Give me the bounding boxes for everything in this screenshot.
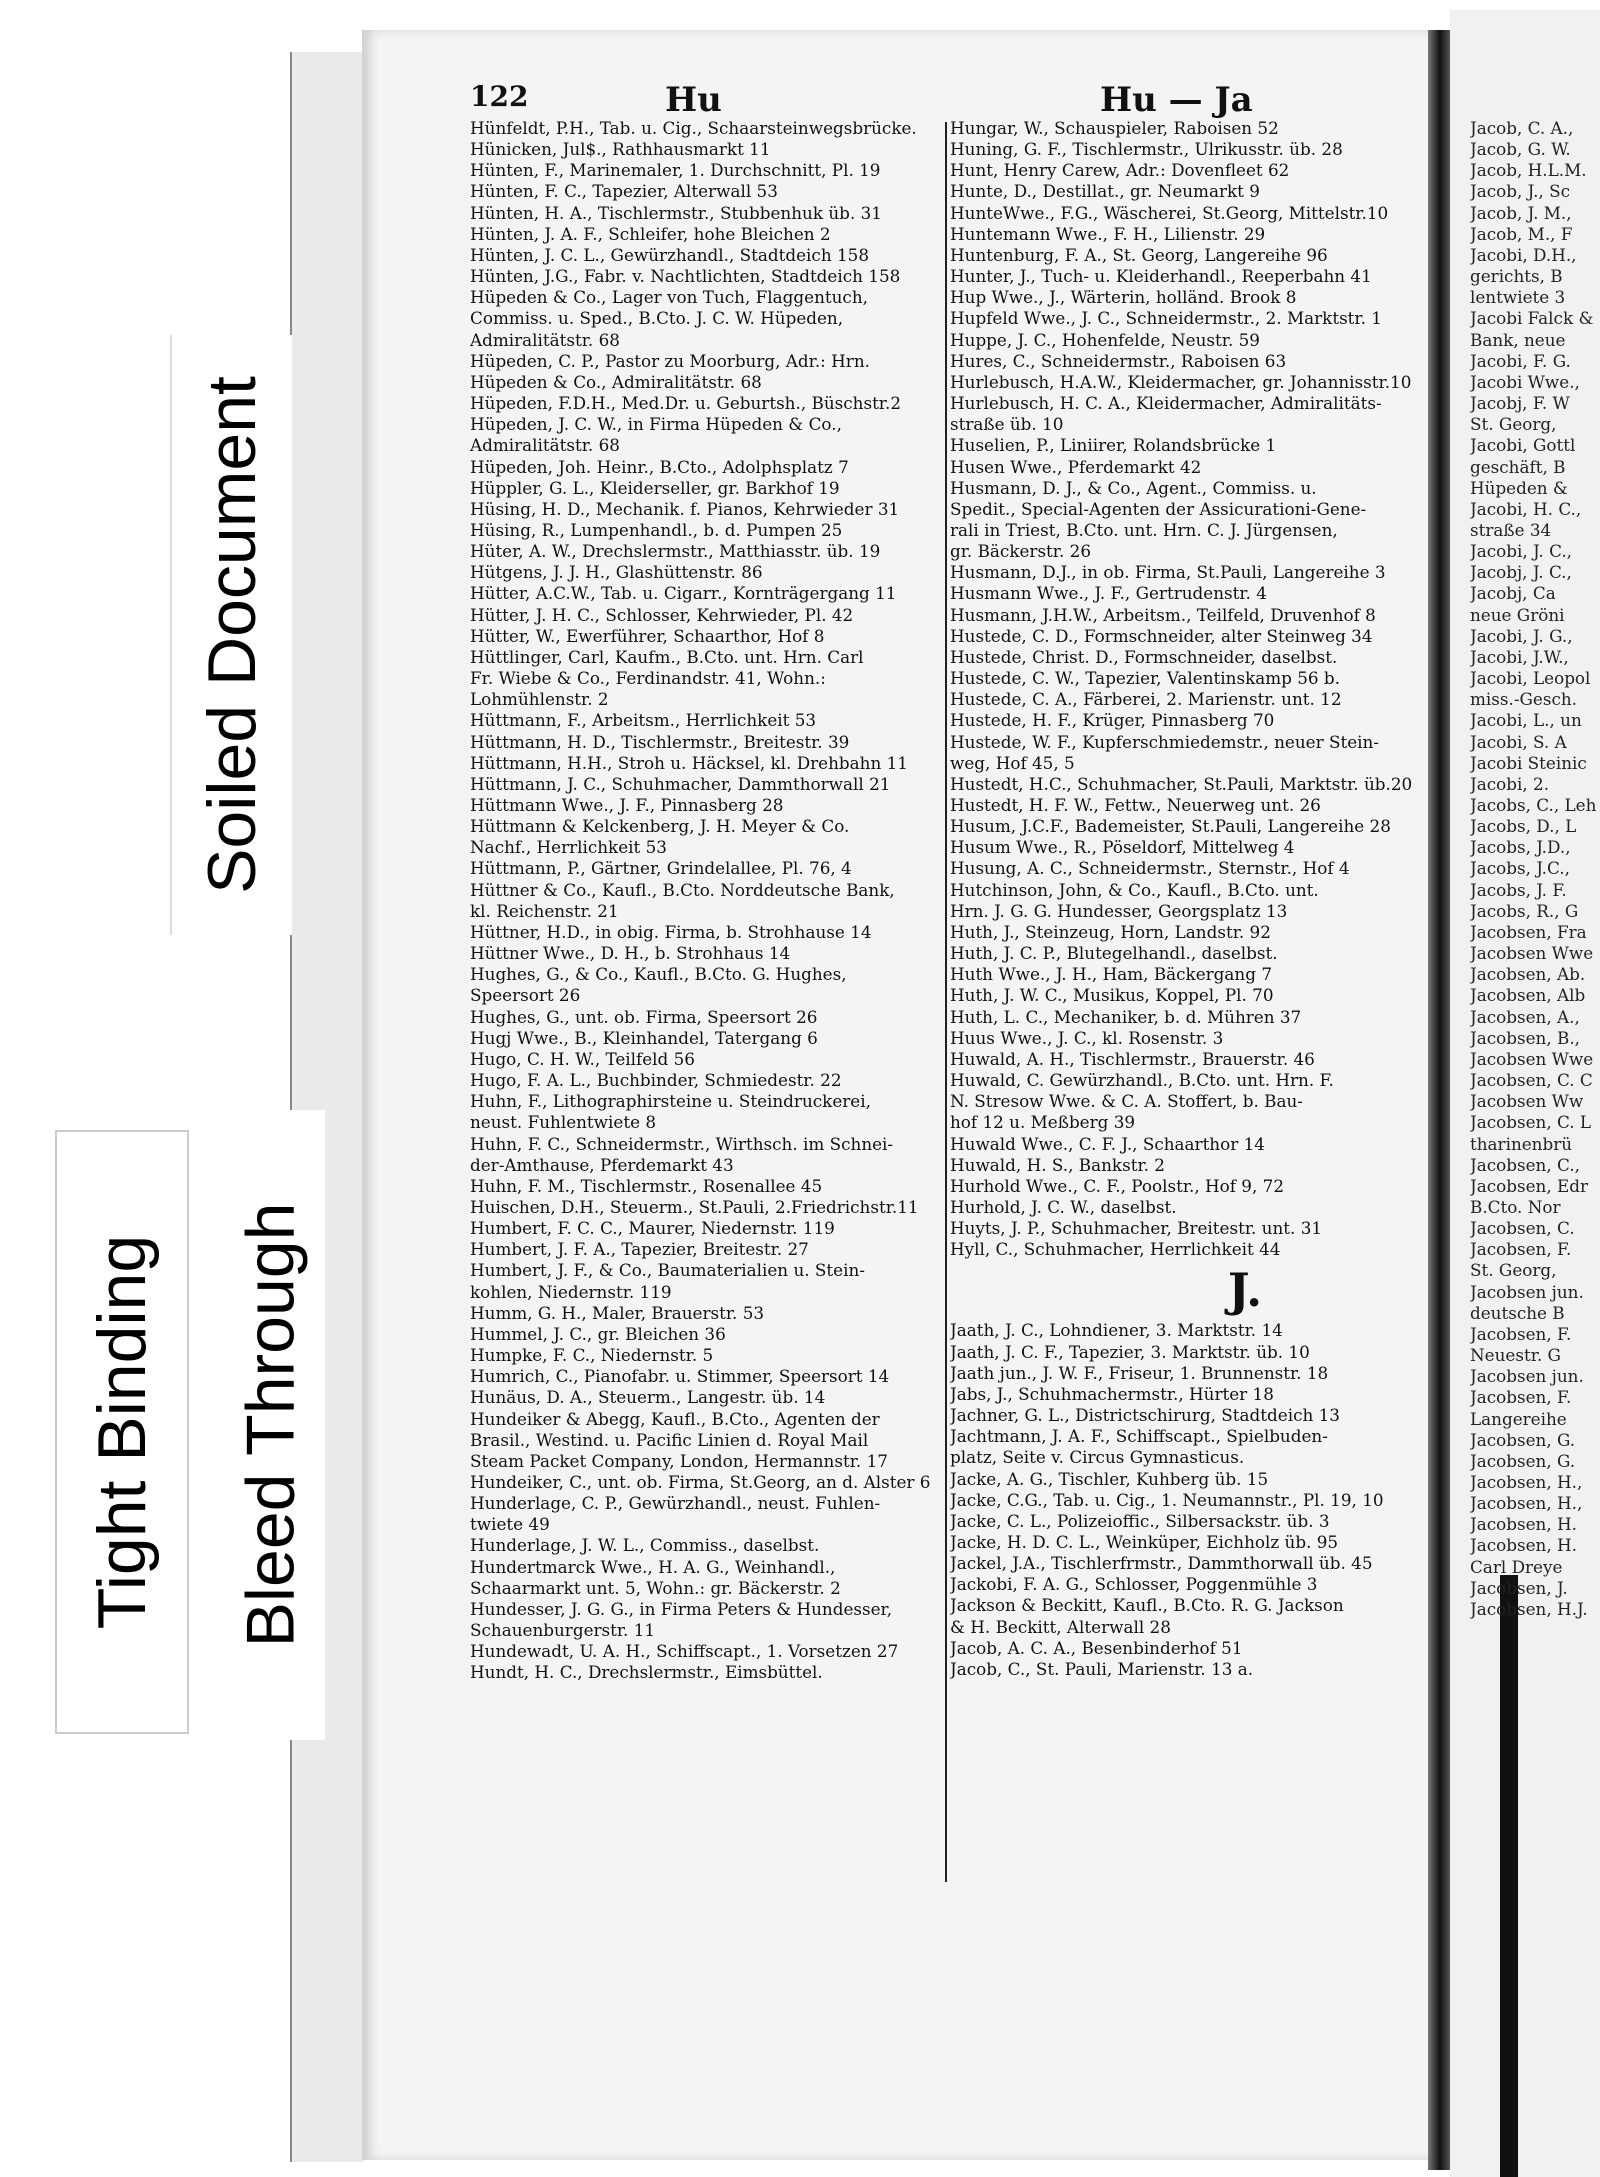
- directory-entry: Jacobsen, C.: [1470, 1218, 1575, 1239]
- directory-entry: Humpke, F. C., Niedernstr. 5: [470, 1345, 714, 1366]
- directory-entry: Speersort 26: [470, 985, 581, 1006]
- directory-entry: Hupfeld Wwe., J. C., Schneidermstr., 2. Marktstr. 1: [950, 308, 1382, 329]
- directory-entry: Neuestr. G: [1470, 1345, 1561, 1366]
- directory-entry: Hüpeden &: [1470, 477, 1568, 498]
- left-column: [470, 118, 946, 1684]
- directory-entry: Husmann, J.H.W., Arbeitsm., Teilfeld, Druvenhof 8: [950, 604, 1376, 625]
- directory-entry: Huselien, P., Liniirer, Rolandsbrücke 1: [950, 435, 1277, 456]
- directory-entry: Hughes, G., unt. ob. Firma, Speersort 26: [470, 1006, 818, 1027]
- directory-entry: neue Gröni: [1470, 604, 1565, 625]
- directory-entry: Jacobi Wwe.,: [1470, 371, 1580, 392]
- directory-entry: deutsche B: [1470, 1302, 1565, 1323]
- directory-entry: Hütgens, J. J. H., Glashüttenstr. 86: [470, 562, 763, 583]
- directory-entry: Jachtmann, J. A. F., Schiffscapt., Spielbuden-: [950, 1426, 1328, 1447]
- directory-entry: Hundeiker & Abegg, Kaufl., B.Cto., Agenten der: [470, 1408, 880, 1429]
- directory-entry: Humbert, F. C. C., Maurer, Niedernstr. 119: [470, 1218, 835, 1239]
- directory-entry: Huning, G. F., Tischlermstr., Ulrikusstr. üb. 28: [950, 139, 1343, 160]
- directory-entry: Jacobi, Leopol: [1470, 668, 1591, 689]
- directory-entry: Huus Wwe., J. C., kl. Rosenstr. 3: [950, 1027, 1224, 1048]
- directory-entry: Jachner, G. L., Districtschirurg, Stadtdeich 13: [950, 1405, 1340, 1426]
- directory-entry: geschäft, B: [1470, 456, 1566, 477]
- directory-entry: Jacobsen, C. L: [1470, 1112, 1592, 1133]
- directory-entry: Admiralitätstr. 68: [470, 329, 620, 350]
- directory-entry: Jaath, J. C. F., Tapezier, 3. Marktstr. üb. 10: [950, 1341, 1310, 1362]
- directory-entry: Hustedt, H.C., Schuhmacher, St.Pauli, Marktstr. üb.20: [950, 773, 1413, 794]
- directory-entry: Hüpeden, Joh. Heinr., B.Cto., Adolphsplatz 7: [470, 456, 849, 477]
- directory-entry: Jacobsen, H.,: [1470, 1472, 1583, 1492]
- directory-entry: Husum Wwe., R., Pöseldorf, Mittelweg 4: [950, 837, 1295, 858]
- directory-entry: Jacob, H.L.M.: [1470, 160, 1587, 181]
- directory-entry: Jackobi, F. A. G., Schlosser, Poggenmühle 3: [950, 1574, 1318, 1595]
- directory-entry: Jacobsen, H.,: [1470, 1493, 1583, 1514]
- directory-entry: Jacobi, J.W.,: [1470, 646, 1569, 667]
- directory-entry: Hüttmann, J. C., Schuhmacher, Dammthorwall 21: [470, 773, 891, 794]
- directory-entry: Hunte, D., Destillat., gr. Neumarkt 9: [950, 181, 1260, 202]
- directory-entry: Jacobsen, B.,: [1470, 1027, 1580, 1048]
- directory-entry: Jacobi, J. C.,: [1470, 541, 1573, 562]
- directory-entry: Hunderlage, C. P., Gewürzhandl., neust. Fuhlen-: [470, 1493, 881, 1514]
- directory-entry: Jacob, M., F: [1470, 223, 1573, 244]
- directory-entry: Hustede, C. A., Färberei, 2. Marienstr. unt. 12: [950, 689, 1342, 710]
- directory-entry: Steam Packet Company, London, Hermannstr. 17: [470, 1450, 888, 1471]
- directory-entry: Huntemann Wwe., F. H., Lilienstr. 29: [950, 223, 1266, 244]
- page-number: 122: [470, 80, 529, 113]
- page-edge: [290, 52, 364, 2162]
- directory-entry: gerichts, B: [1470, 266, 1563, 287]
- directory-entry: Hunter, J., Tuch- u. Kleiderhandl., Reeperbahn 41: [950, 266, 1372, 287]
- directory-entry: Hüttner & Co., Kaufl., B.Cto. Norddeutsche Bank,: [470, 879, 895, 900]
- directory-entry: Brasil., Westind. u. Pacific Linien d. Royal Mail: [470, 1429, 869, 1450]
- directory-entry: Huntenburg, F. A., St. Georg, Langereihe 96: [950, 244, 1328, 265]
- directory-entry: Lohmühlenstr. 2: [470, 689, 609, 710]
- directory-entry: Jacob, J., Sc: [1470, 181, 1570, 202]
- directory-entry: platz, Seite v. Circus Gymnasticus.: [950, 1447, 1245, 1468]
- soiled-document-text: Soiled Document: [194, 376, 270, 894]
- directory-entry: Jacobj, F. W: [1470, 393, 1570, 414]
- directory-entry: Huwald, C. Gewürzhandl., B.Cto. unt. Hrn. F.: [950, 1070, 1334, 1091]
- directory-entry: Hugo, C. H. W., Teilfeld 56: [470, 1048, 695, 1069]
- tight-binding-text: Tight Binding: [84, 1234, 161, 1630]
- directory-entry: Jacobs, J. F.: [1470, 879, 1567, 900]
- directory-entry: St. Georg,: [1470, 414, 1557, 435]
- directory-entry: Hyll, C., Schuhmacher, Herrlichkeit 44: [950, 1239, 1281, 1260]
- directory-entry: Jacob, C. A.,: [1470, 118, 1574, 138]
- directory-entry: Hüttlinger, Carl, Kaufm., B.Cto. unt. Hrn. Carl: [470, 646, 864, 667]
- directory-entry: Hüttmann, H. D., Tischlermstr., Breitestr. 39: [470, 731, 850, 752]
- directory-entry: straße 34: [1470, 519, 1552, 540]
- directory-entry: Jacobsen, H.J.: [1470, 1598, 1588, 1619]
- directory-entry: Hüsing, H. D., Mechanik. f. Pianos, Kehrwieder 31: [470, 498, 900, 519]
- directory-entry: Jackel, J.A., Tischlerfrmstr., Dammthorwall üb. 45: [950, 1553, 1373, 1574]
- directory-entry: St. Georg,: [1470, 1260, 1557, 1281]
- directory-entry: Huth, J., Steinzeug, Horn, Landstr. 92: [950, 921, 1271, 942]
- directory-entry: lentwiete 3: [1470, 287, 1566, 308]
- directory-entry: Hüttmann, P., Gärtner, Grindelallee, Pl. 76, 4: [470, 858, 852, 879]
- section-letter: J.: [1227, 1263, 1263, 1318]
- right-edge-shadow: [1500, 1575, 1518, 2177]
- directory-entry: Jacke, H. D. C. L., Weinküper, Eichholz üb. 95: [950, 1532, 1339, 1552]
- directory-entry: Jacobi, D.H.,: [1470, 244, 1577, 265]
- directory-entry: Hundertmarck Wwe., H. A. G., Weinhandl.,: [470, 1556, 836, 1577]
- directory-entry: Jacob, A. C. A., Besenbinderhof 51: [950, 1637, 1243, 1658]
- next-page-column: [1470, 118, 1600, 1620]
- directory-entry: Hurlebusch, H. C. A., Kleidermacher, Admiralitäts-: [950, 393, 1382, 414]
- directory-entry: Hüpeden, J. C. W., in Firma Hüpeden & Co.,: [470, 414, 842, 435]
- directory-entry: Jacke, C. L., Polizeioffic., Silbersackstr. üb. 3: [950, 1510, 1330, 1531]
- directory-entry: Jabs, J., Schuhmachermstr., Hürter 18: [950, 1383, 1274, 1404]
- directory-entry: Jacobsen, H.: [1470, 1514, 1577, 1535]
- directory-entry: Hurhold Wwe., C. F., Poolstr., Hof 9, 72: [950, 1175, 1285, 1196]
- directory-entry: Jacobi, F. G.: [1470, 350, 1571, 371]
- directory-entry: Husen Wwe., Pferdemarkt 42: [950, 456, 1202, 477]
- directory-entry: Humrich, C., Pianofabr. u. Stimmer, Speersort 14: [470, 1366, 890, 1387]
- directory-entry: Hugj Wwe., B., Kleinhandel, Tatergang 6: [470, 1027, 818, 1048]
- directory-entry: Huth, J. C. P., Blutegelhandl., daselbst.: [950, 943, 1278, 964]
- directory-entry: Hunderlage, J. W. L., Commiss., daselbst.: [470, 1535, 820, 1556]
- directory-entry: B.Cto. Nor: [1470, 1196, 1561, 1217]
- directory-entry: Jacobs, J.C.,: [1470, 858, 1570, 879]
- directory-entry: Jacobsen Ww: [1470, 1091, 1584, 1112]
- directory-entry: Husung, A. C., Schneidermstr., Sternstr., Hof 4: [950, 858, 1350, 879]
- directory-entry: Jacobs, J.D.,: [1470, 837, 1571, 858]
- directory-entry: Langereihe: [1470, 1408, 1567, 1429]
- directory-entry: Hüpeden, C. P., Pastor zu Moorburg, Adr.: Hrn.: [470, 350, 870, 371]
- directory-entry: Jacobsen jun.: [1470, 1281, 1584, 1302]
- directory-entry: Jaath jun., J. W. F., Friseur, 1. Brunnenstr. 18: [950, 1362, 1329, 1383]
- directory-entry: kohlen, Niedernstr. 119: [470, 1281, 672, 1302]
- directory-entry: Jaath, J. C., Lohndiener, 3. Marktstr. 14: [950, 1320, 1283, 1341]
- directory-entry: gr. Bäckerstr. 26: [950, 541, 1091, 562]
- directory-entry: Jacob, C., St. Pauli, Marienstr. 13 a.: [950, 1658, 1254, 1679]
- directory-entry: Hüppler, G. L., Kleiderseller, gr. Barkhof 19: [470, 477, 840, 498]
- directory-entry: Hundesser, J. G. G., in Firma Peters & Hundesser,: [470, 1598, 893, 1619]
- directory-entry: Husmann, D.J., in ob. Firma, St.Pauli, Langereihe 3: [950, 562, 1386, 583]
- directory-entry: Hustede, H. F., Krüger, Pinnasberg 70: [950, 710, 1275, 731]
- directory-entry: Hunt, Henry Carew, Adr.: Dovenfleet 62: [950, 160, 1290, 181]
- directory-entry: Hurlebusch, H.A.W., Kleidermacher, gr. Johannisstr.10: [950, 371, 1412, 392]
- directory-entry: Huppe, J. C., Hohenfelde, Neustr. 59: [950, 329, 1260, 350]
- directory-entry: Jacobsen Wwe: [1470, 1048, 1594, 1069]
- directory-entry: Hüpeden & Co., Lager von Tuch, Flaggentuch,: [470, 287, 868, 308]
- directory-entry: Huth, L. C., Mechaniker, b. d. Mühren 37: [950, 1006, 1302, 1027]
- directory-entry: Hugo, F. A. L., Buchbinder, Schmiedestr. 22: [470, 1070, 842, 1091]
- directory-entry: Hütter, A.C.W., Tab. u. Cigarr., Kornträgergang 11: [470, 583, 897, 604]
- directory-entry: Humbert, J. F. A., Tapezier, Breitestr. 27: [470, 1239, 809, 1260]
- directory-entry: Jacobs, C., Leh: [1470, 795, 1597, 815]
- soiled-document-label: [170, 335, 292, 935]
- directory-entry: N. Stresow Wwe. & C. A. Stoffert, b. Bau-: [950, 1091, 1303, 1112]
- directory-entry: der-Amthause, Pferdemarkt 43: [470, 1154, 734, 1175]
- directory-entry: Jacobj, J. C.,: [1470, 562, 1572, 583]
- directory-entry: Jacobsen, C. C: [1470, 1070, 1593, 1091]
- directory-entry: Huwald, A. H., Tischlermstr., Brauerstr. 46: [950, 1048, 1315, 1069]
- directory-entry: Jacobsen, Alb: [1470, 985, 1586, 1006]
- directory-entry: Hünten, F., Marinemaler, 1. Durchschnitt, Pl. 19: [470, 160, 881, 181]
- directory-entry: Hünten, H. A., Tischlermstr., Stubbenhuk üb. 31: [470, 202, 882, 223]
- directory-entry: neust. Fuhlentwiete 8: [470, 1112, 657, 1133]
- directory-entry: Husmann Wwe., J. F., Gertrudenstr. 4: [950, 583, 1267, 604]
- directory-entry: Huhn, F., Lithographirsteine u. Steindruckerei,: [470, 1091, 871, 1112]
- directory-entry: Jacobsen, G.: [1470, 1429, 1576, 1450]
- directory-entry: Hundewadt, U. A. H., Schiffscapt., 1. Vorsetzen 27: [470, 1641, 899, 1662]
- directory-entry: Jacobsen, J.: [1470, 1577, 1568, 1598]
- directory-entry: Husmann, D. J., & Co., Agent., Commiss. u.: [950, 477, 1317, 498]
- directory-entry: Bank, neue: [1470, 329, 1566, 350]
- directory-entry: Jacke, C.G., Tab. u. Cig., 1. Neumannstr., Pl. 19, 10: [950, 1489, 1384, 1510]
- directory-entry: Schaarmarkt unt. 5, Wohn.: gr. Bäckerstr. 2: [470, 1577, 841, 1598]
- directory-entry: Hüttmann, H.H., Stroh u. Häcksel, kl. Drehbahn 11: [470, 752, 908, 773]
- directory-entry: Hüttmann Wwe., J. F., Pinnasberg 28: [470, 795, 784, 815]
- directory-entry: Hüttmann, F., Arbeitsm., Herrlichkeit 53: [470, 710, 817, 731]
- directory-entry: Jacobi, S. A: [1470, 731, 1567, 752]
- directory-entry: weg, Hof 45, 5: [950, 752, 1075, 773]
- directory-entry: Huischen, D.H., Steuerm., St.Pauli, 2.Friedrichstr.11: [470, 1196, 919, 1217]
- bleed-through-text: Bleed Through: [232, 1202, 309, 1648]
- directory-entry: Hummel, J. C., gr. Bleichen 36: [470, 1323, 726, 1344]
- directory-entry: Hünicken, Jul$., Rathhausmarkt 11: [470, 139, 771, 160]
- directory-entry: Hünfeldt, P.H., Tab. u. Cig., Schaarsteinwegsbrücke.: [470, 118, 917, 138]
- directory-entry: Jacobsen, G.: [1470, 1450, 1576, 1471]
- directory-entry: Hustede, C. W., Tapezier, Valentinskamp 56 b.: [950, 668, 1340, 689]
- directory-entry: Hütter, J. H. C., Schlosser, Kehrwieder, Pl. 42: [470, 604, 854, 625]
- directory-entry: Hüter, A. W., Drechslermstr., Matthiasstr. üb. 19: [470, 541, 881, 562]
- directory-entry: kl. Reichenstr. 21: [470, 900, 619, 921]
- directory-entry: Jacobsen, F.: [1470, 1239, 1572, 1260]
- directory-entry: Huwald, H. S., Bankstr. 2: [950, 1154, 1165, 1175]
- directory-entry: Jacobs, D., L: [1470, 816, 1577, 837]
- directory-entry: Humm, G. H., Maler, Brauerstr. 53: [470, 1302, 765, 1323]
- directory-entry: rali in Triest, B.Cto. unt. Hrn. C. J. Jürgensen,: [950, 519, 1338, 540]
- directory-entry: Admiralitätstr. 68: [470, 435, 620, 456]
- directory-entry: Jacobsen, F.: [1470, 1323, 1572, 1344]
- directory-entry: Jacobsen, Edr: [1470, 1175, 1589, 1196]
- column-divider: [945, 122, 947, 1882]
- directory-entry: Commiss. u. Sped., B.Cto. J. C. W. Hüpeden,: [470, 308, 844, 329]
- directory-entry: Hures, C., Schneidermstr., Raboisen 63: [950, 350, 1287, 371]
- directory-entry: Jacobi, H. C.,: [1470, 498, 1582, 519]
- directory-entry: Jacobi Steinic: [1470, 752, 1587, 773]
- tight-binding-label: [55, 1130, 189, 1734]
- directory-entry: Jacobsen Wwe: [1470, 943, 1594, 964]
- left-margin: [0, 0, 285, 2177]
- directory-entry: hof 12 u. Meßberg 39: [950, 1112, 1136, 1133]
- directory-entry: Fr. Wiebe & Co., Ferdinandstr. 41, Wohn.:: [470, 668, 826, 689]
- directory-entry: Jacke, A. G., Tischler, Kuhberg üb. 15: [950, 1468, 1269, 1489]
- directory-entry: & H. Beckitt, Alterwall 28: [950, 1616, 1171, 1637]
- directory-entry: Huth, J. W. C., Musikus, Koppel, Pl. 70: [950, 985, 1274, 1006]
- directory-entry: Jacobi Falck &: [1470, 308, 1594, 329]
- directory-entry: Jacobj, Ca: [1470, 583, 1556, 604]
- directory-entry: twiete 49: [470, 1514, 550, 1535]
- directory-entry: Jacobi, 2.: [1470, 773, 1550, 794]
- directory-entry: Hup Wwe., J., Wärterin, holländ. Brook 8: [950, 287, 1297, 308]
- directory-entry: Humbert, J. F., & Co., Baumaterialien u. Stein-: [470, 1260, 865, 1281]
- directory-entry: Huwald Wwe., C. F. J., Schaarthor 14: [950, 1133, 1265, 1154]
- directory-entry: Hüttner, H.D., in obig. Firma, b. Strohhause 14: [470, 921, 872, 942]
- directory-entry: Hungar, W., Schauspieler, Raboisen 52: [950, 118, 1279, 138]
- directory-entry: Hutchinson, John, & Co., Kaufl., B.Cto. unt.: [950, 879, 1319, 900]
- directory-entry: Hünten, F. C., Tapezier, Alterwall 53: [470, 181, 778, 202]
- directory-entry: Jackson & Beckitt, Kaufl., B.Cto. R. G. Jackson: [950, 1595, 1344, 1616]
- directory-entry: Carl Dreye: [1470, 1556, 1563, 1577]
- directory-entry: miss.-Gesch.: [1470, 689, 1577, 710]
- directory-entry: Hünten, J.G., Fabr. v. Nachtlichten, Stadtdeich 158: [470, 266, 901, 287]
- directory-entry: Hustede, Christ. D., Formschneider, daselbst.: [950, 646, 1338, 667]
- directory-entry: Hunäus, D. A., Steuerm., Langestr. üb. 14: [470, 1387, 826, 1408]
- directory-entry: Jacobsen, Fra: [1470, 921, 1587, 942]
- directory-entry: Jacobi, J. G.,: [1470, 625, 1573, 646]
- directory-entry: Hütter, W., Ewerführer, Schaarthor, Hof 8: [470, 625, 825, 646]
- directory-entry: Huhn, F. C., Schneidermstr., Wirthsch. im Schnei-: [470, 1133, 894, 1154]
- directory-entry: Huth Wwe., J. H., Ham, Bäckergang 7: [950, 964, 1272, 985]
- directory-entry: Jacobsen, F.: [1470, 1387, 1572, 1408]
- directory-entry: HunteWwe., F.G., Wäscherei, St.Georg, Mittelstr.10: [950, 202, 1389, 223]
- bleed-through-label: [215, 1110, 325, 1740]
- directory-entry: Jacobi, L., un: [1470, 710, 1582, 731]
- directory-entry: Jacobi, Gottl: [1470, 435, 1576, 456]
- running-head-right: Hu — Ja: [1100, 80, 1253, 120]
- directory-entry: Hrn. J. G. G. Hundesser, Georgsplatz 13: [950, 900, 1288, 921]
- directory-entry: Jacobs, R., G: [1470, 900, 1579, 921]
- directory-entry: Hustedt, H. F. W., Fettw., Neuerweg unt. 26: [950, 795, 1321, 815]
- directory-entry: straße üb. 10: [950, 414, 1064, 435]
- directory-entry: Jacobsen, A.,: [1470, 1006, 1580, 1027]
- directory-entry: Hüpeden & Co., Admiralitätstr. 68: [470, 371, 762, 392]
- directory-entry: Jacobsen, H.: [1470, 1535, 1577, 1556]
- directory-entry: Jacob, J. M.,: [1470, 202, 1572, 223]
- binding-gutter: [1428, 30, 1450, 2170]
- directory-entry: Hurhold, J. C. W., daselbst.: [950, 1196, 1177, 1217]
- directory-entry: tharinenbrü: [1470, 1133, 1573, 1154]
- directory-entry: Hundeiker, C., unt. ob. Firma, St.Georg, an d. Alster 6: [470, 1472, 931, 1492]
- directory-entry: Huyts, J. P., Schuhmacher, Breitestr. unt. 31: [950, 1218, 1323, 1239]
- directory-entry: Hughes, G., & Co., Kaufl., B.Cto. G. Hughes,: [470, 964, 847, 985]
- directory-entry: Husum, J.C.F., Bademeister, St.Pauli, Langereihe 28: [950, 816, 1391, 837]
- running-head-left: Hu: [665, 80, 722, 120]
- directory-entry: Hüttner Wwe., D. H., b. Strohhaus 14: [470, 943, 791, 964]
- directory-entry: Jacobsen jun.: [1470, 1366, 1584, 1387]
- directory-entry: Hüsing, R., Lumpenhandl., b. d. Pumpen 25: [470, 519, 843, 540]
- directory-entry: Hünten, J. A. F., Schleifer, hohe Bleichen 2: [470, 223, 831, 244]
- directory-entry: Jacobsen, Ab.: [1470, 964, 1586, 985]
- directory-entry: Hustede, C. D., Formschneider, alter Steinweg 34: [950, 625, 1373, 646]
- directory-entry: Hüttmann & Kelckenberg, J. H. Meyer & Co.: [470, 816, 850, 837]
- directory-entry: Schauenburgerstr. 11: [470, 1620, 656, 1641]
- directory-entry: Huhn, F. M., Tischlermstr., Rosenallee 45: [470, 1175, 823, 1196]
- directory-entry: Hüpeden, F.D.H., Med.Dr. u. Geburtsh., Büschstr.2: [470, 393, 901, 414]
- directory-entry: Hünten, J. C. L., Gewürzhandl., Stadtdeich 158: [470, 244, 869, 265]
- directory-entry: Jacobsen, C.,: [1470, 1154, 1580, 1175]
- directory-entry: Nachf., Herrlichkeit 53: [470, 837, 667, 858]
- directory-entry: Hundt, H. C., Drechslermstr., Eimsbüttel.: [470, 1662, 823, 1683]
- directory-entry: Hustede, W. F., Kupferschmiedemstr., neuer Stein-: [950, 731, 1379, 752]
- directory-entry: Jacob, G. W.: [1470, 139, 1571, 160]
- right-column: [950, 118, 1420, 1680]
- directory-entry: Spedit., Special-Agenten der Assicurationi-Gene-: [950, 498, 1367, 519]
